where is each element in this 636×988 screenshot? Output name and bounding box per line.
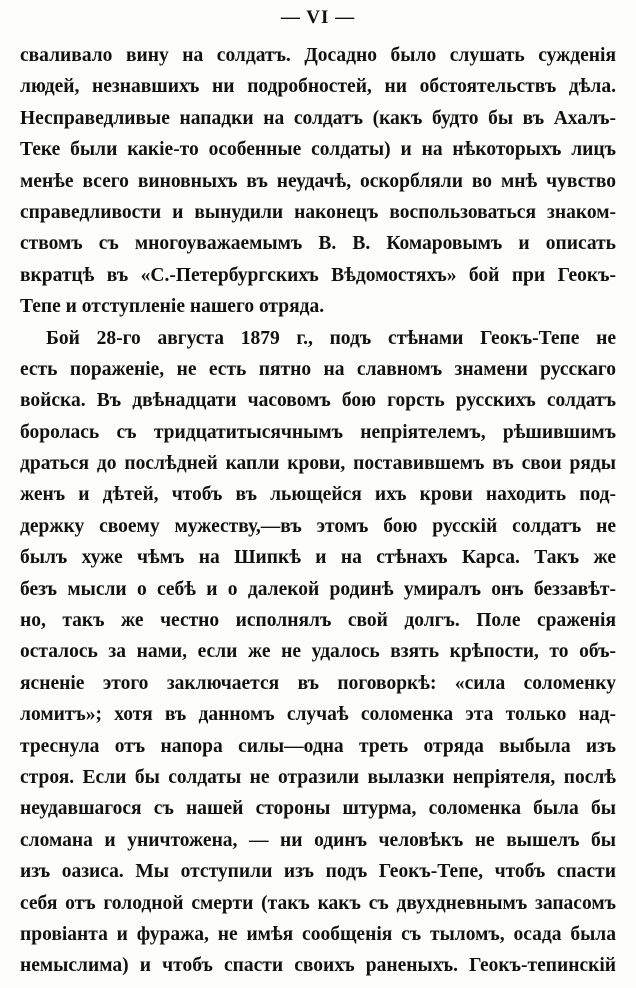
- body-text: [20, 40, 616, 982]
- text-line: вкратцѣ въ «С.-Петербургскихъ Вѣдомостяхъ» бой при Геокъ-: [20, 264, 616, 286]
- text-line: есть пораженіе, не есть пятно на славномъ знамени русскаго: [20, 358, 616, 380]
- text-line: но, такъ же честно исполнялъ свой долгъ. Поле сраженія: [20, 610, 616, 632]
- text-line: безъ мысли о себѣ и о далекой родинѣ умиралъ онъ беззавѣт-: [20, 578, 616, 600]
- text-line: строя. Если бы солдаты не отразили вылазки непріятеля, послѣ: [20, 766, 616, 788]
- text-line: немыслима) и чтобъ спасти своихъ раненыхъ. Геокъ-тепинскій: [20, 955, 616, 977]
- text-line: людей, незнавшихъ ни подробностей, ни обстоятельствъ дѣла.: [20, 76, 616, 98]
- text-line: сломана и уничтожена, — ни одинъ человѣкъ не вышелъ бы: [20, 829, 616, 851]
- text-line: треснула отъ напора силы—одна треть отряда выбыла изъ: [20, 735, 616, 757]
- text-line: себя отъ голодной смерти (такъ какъ съ двухдневнымъ запасомъ: [20, 892, 616, 914]
- text-line: Тепе и отступленіе нашего отряда.: [20, 296, 325, 318]
- text-line: справедливости и вынудили наконецъ воспользоваться знаком-: [20, 201, 616, 223]
- text-line: менѣе всего виновныхъ въ неудачѣ, оскорбляли во мнѣ чувство: [20, 170, 616, 192]
- text-line: ясненіе этого заключается въ поговоркѣ: «сила соломенку: [20, 672, 616, 694]
- text-line: ломитъ»; хотя въ данномъ случаѣ соломенка эта только над-: [20, 704, 616, 726]
- text-line: боролась съ тридцатитысячнымъ непріятелемъ, рѣшившимъ: [20, 421, 616, 443]
- text-line: Теке были какіе-то особенные солдаты) и на нѣкоторыхъ лицъ: [20, 139, 616, 161]
- text-line: Бой 28-го августа 1879 г., подъ стѣнами Геокъ-Тепе не: [46, 327, 616, 349]
- text-line: осталось за нами, если же не удалось взять крѣпости, то объ-: [20, 641, 616, 663]
- text-line: былъ хуже чѣмъ на Шипкѣ и на стѣнахъ Карса. Такъ же: [20, 547, 616, 569]
- text-line: войска. Въ двѣнадцати часовомъ бою горсть русскихъ солдатъ: [20, 390, 616, 412]
- page-number-header: — VI —: [280, 7, 356, 28]
- text-line: провіанта и фуража, не имѣя сообщенія съ тыломъ, осада была: [20, 923, 616, 945]
- text-line: сваливало вину на солдатъ. Досадно было слушать сужденія: [20, 45, 616, 66]
- text-line: неудавшагося съ нашей стороны штурма, соломенка была бы: [20, 798, 616, 820]
- text-line: Несправедливые нападки на солдатъ (какъ будто бы въ Ахалъ-: [20, 107, 616, 129]
- text-line: держку своему мужеству,—въ этомъ бою русскій солдатъ не: [20, 515, 616, 537]
- text-line: женъ и дѣтей, чтобъ въ льющейся ихъ крови находить под-: [20, 484, 616, 506]
- text-line: изъ оазиса. Мы отступили изъ подъ Геокъ-Тепе, чтобъ спасти: [20, 861, 616, 883]
- text-line: драться до послѣдней капли крови, поставившемъ въ свои ряды: [20, 453, 616, 475]
- text-line: ствомъ съ многоуважаемымъ В. В. Комаровымъ и описать: [20, 233, 616, 255]
